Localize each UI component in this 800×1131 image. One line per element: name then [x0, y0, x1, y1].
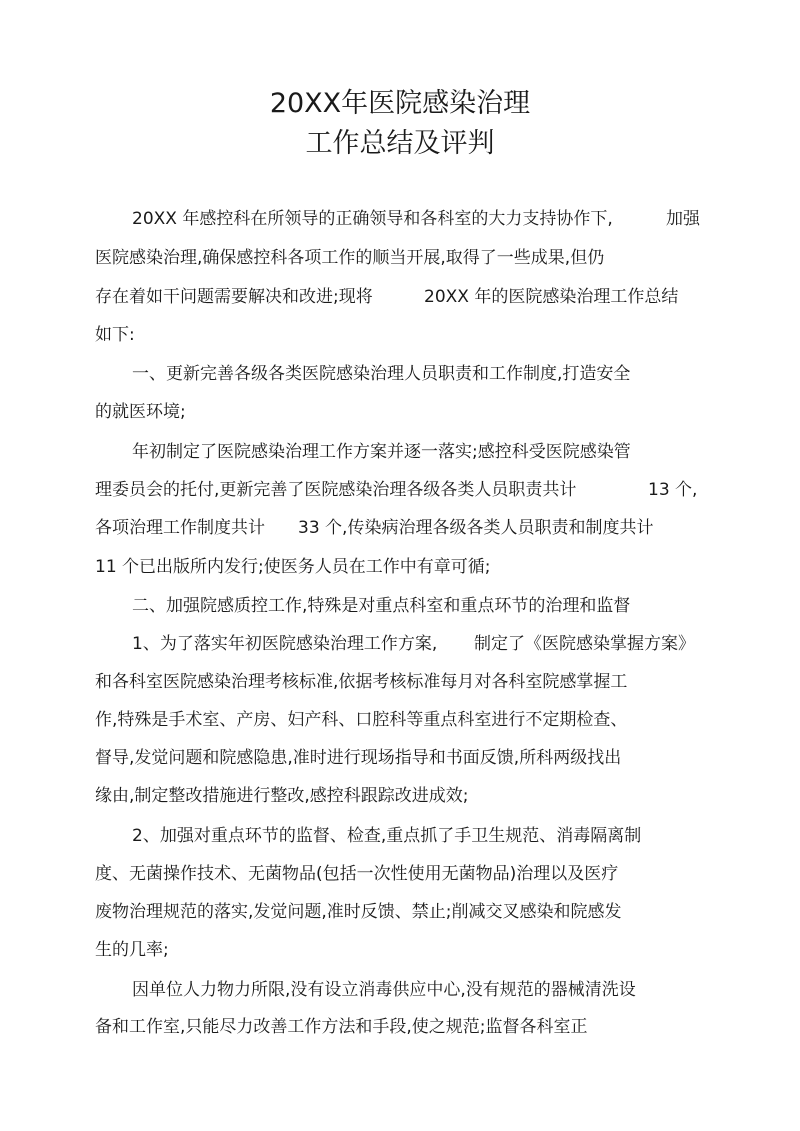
paragraph-line: 废物治理规范的落实,发觉问题,准时反馈、禁止;削减交叉感染和院感发	[95, 902, 622, 922]
paragraph-line: 各项治理工作制度共计	[95, 518, 265, 538]
paragraph-line: 医院感染治理,确保感控科各项工作的顺当开展,取得了一些成果,但仍	[95, 248, 605, 268]
paragraph-line: 11 个已出版所内发行;使医务人员在工作中有章可循;	[95, 557, 491, 577]
paragraph-line: 缘由,制定整改措施进行整改,感控科跟踪改进成效;	[95, 786, 469, 806]
paragraph-line: 年初制定了医院感染治理工作方案并逐一落实;感控科受医院感染管	[132, 442, 631, 462]
title-line-1: 20XX年医院感染治理	[269, 88, 531, 119]
paragraph-line: 如下:	[95, 325, 135, 345]
paragraph-line: 生的几率;	[95, 940, 169, 960]
paragraph-line: 督导,发觉问题和院感隐患,准时进行现场指导和书面反馈,所科两级找出	[95, 748, 622, 768]
paragraph-line: 理委员会的托付,更新完善了医院感染治理各级各类人员职责共计	[95, 480, 577, 500]
section-heading: 二、加强院感质控工作,特殊是对重点科室和重点环节的治理和监督	[132, 596, 631, 616]
paragraph-line: 2、加强对重点环节的监督、检查,重点抓了手卫生规范、消毒隔离制	[132, 826, 642, 846]
paragraph-line: 1、为了落实年初医院感染治理工作方案,	[132, 634, 438, 654]
paragraph-line: 制定了《医院感染掌握方案》	[474, 634, 695, 654]
paragraph-line: 20XX 年感控科在所领导的正确领导和各科室的大力支持协作下,	[132, 209, 613, 229]
section-heading: 一、更新完善各级各类医院感染治理人员职责和工作制度,打造安全	[132, 364, 631, 384]
paragraph-line: 和各科室医院感染治理考核标准,依据考核标准每月对各科室院感掌握工	[95, 672, 628, 692]
paragraph-line: 20XX 年的医院感染治理工作总结	[424, 287, 679, 307]
paragraph-line: 13 个,	[648, 480, 698, 500]
paragraph-line: 备和工作室,只能尽力改善工作方法和手段,使之规范;监督各科室正	[95, 1017, 588, 1037]
paragraph-line: 的就医环境;	[95, 402, 186, 422]
paragraph-line: 作,特殊是手术室、产房、妇产科、口腔科等重点科室进行不定期检查、	[95, 710, 628, 730]
paragraph-line: 度、无菌操作技术、无菌物品(包括一次性使用无菌物品)治理以及医疗	[95, 864, 619, 884]
paragraph-line: 存在着如干问题需要解决和改进;现将	[95, 287, 373, 307]
paragraph-line: 33 个,传染病治理各级各类人员职责和制度共计	[298, 518, 654, 538]
paragraph-line: 加强	[666, 209, 700, 229]
paragraph-line: 因单位人力物力所限,没有设立消毒供应中心,没有规范的器械清洗设	[132, 980, 636, 1000]
title-line-2: 工作总结及评判	[305, 128, 495, 159]
